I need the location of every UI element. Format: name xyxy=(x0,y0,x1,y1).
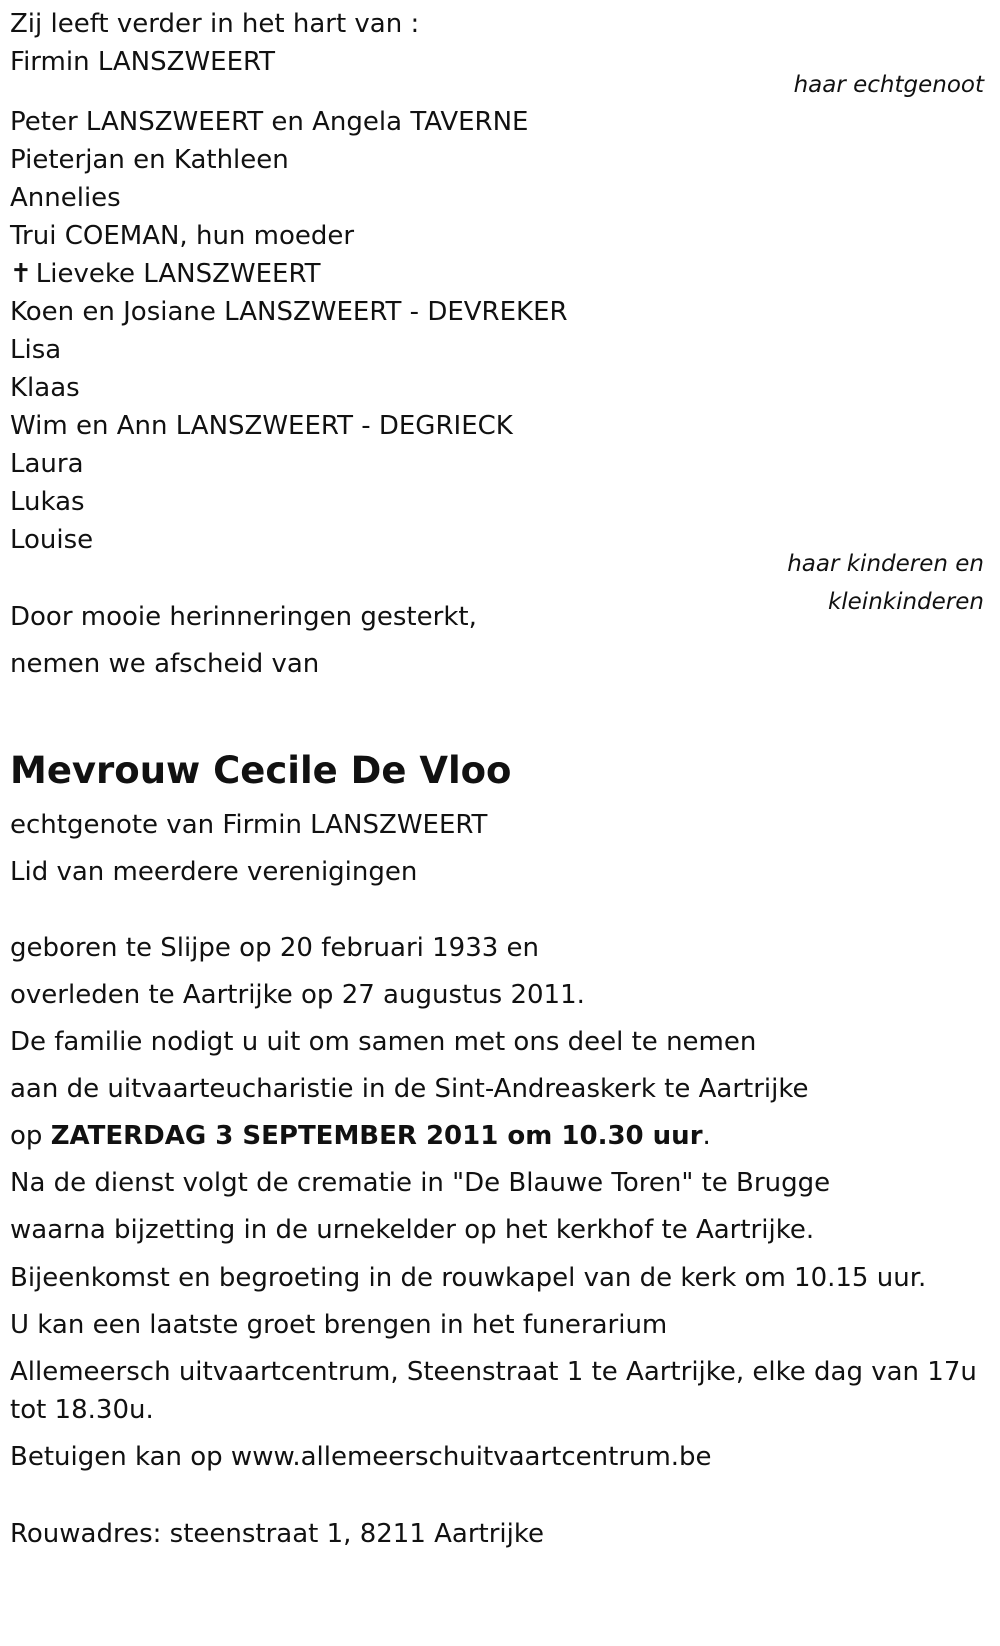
funeral-date: ZATERDAG 3 SEPTEMBER 2011 om 10.30 uur xyxy=(50,1121,703,1151)
family-member: Pieterjan en Kathleen xyxy=(10,145,289,175)
cross-icon: ✝ xyxy=(10,259,32,289)
farewell-line-1: Door mooie herinneringen gesterkt, xyxy=(10,602,477,632)
family-member: Peter LANSZWEERT en Angela TAVERNE xyxy=(10,107,529,137)
cremation-line-1: Na de dienst volgt de crematie in "De Blauwe Toren" te Brugge xyxy=(10,1168,831,1198)
intro-line: Zij leeft verder in het hart van : xyxy=(10,9,420,39)
visit-line-2: Allemeersch uitvaartcentrum, Steenstraat 1 te Aartrijke, elke dag van 17u xyxy=(10,1357,977,1387)
children-role-2: kleinkinderen xyxy=(827,589,984,615)
membership-line: Lid van meerdere verenigingen xyxy=(10,857,418,887)
family-member: Koen en Josiane LANSZWEERT - DEVREKER xyxy=(10,297,568,327)
family-member-deceased xyxy=(10,255,321,293)
farewell-line-2: nemen we afscheid van xyxy=(10,649,320,679)
family-member: Lisa xyxy=(10,335,62,365)
family-member: Laura xyxy=(10,449,84,479)
invite-line-2: aan de uitvaarteucharistie in de Sint-Andreaskerk te Aartrijke xyxy=(10,1074,809,1104)
visit-line-1: U kan een laatste groet brengen in het funerarium xyxy=(10,1310,668,1340)
date-line xyxy=(10,1117,711,1155)
deceased-name: Mevrouw Cecile De Vloo xyxy=(10,749,512,792)
family-member: Klaas xyxy=(10,373,80,403)
family-member: Wim en Ann LANSZWEERT - DEGRIECK xyxy=(10,411,513,441)
date-prefix: op xyxy=(10,1121,51,1151)
spouse-of-line: echtgenote van Firmin LANSZWEERT xyxy=(10,810,488,840)
born-line: geboren te Slijpe op 20 februari 1933 en xyxy=(10,933,540,963)
family-member: Lukas xyxy=(10,487,85,517)
date-suffix: . xyxy=(702,1121,711,1151)
children-role-1: haar kinderen en xyxy=(787,551,984,577)
cremation-line-2: waarna bijzetting in de urnekelder op het kerkhof te Aartrijke. xyxy=(10,1215,815,1245)
spouse-name: Firmin LANSZWEERT xyxy=(10,47,276,77)
died-line: overleden te Aartrijke op 27 augustus 2011. xyxy=(10,980,585,1010)
invite-line-1: De familie nodigt u uit om samen met ons deel te nemen xyxy=(10,1027,757,1057)
visit-line-3: tot 18.30u. xyxy=(10,1395,154,1425)
family-member-name: Lieveke LANSZWEERT xyxy=(35,259,321,289)
gathering-line: Bijeenkomst en begroeting in de rouwkapel van de kerk om 10.15 uur. xyxy=(10,1263,927,1293)
family-member: Trui COEMAN, hun moeder xyxy=(10,221,355,251)
condolence-line: Betuigen kan op www.allemeerschuitvaartcentrum.be xyxy=(10,1442,712,1472)
family-member: Annelies xyxy=(10,183,121,213)
address-line: Rouwadres: steenstraat 1, 8211 Aartrijke xyxy=(10,1519,545,1549)
family-member: Louise xyxy=(10,525,94,555)
spouse-role: haar echtgenoot xyxy=(793,72,984,98)
